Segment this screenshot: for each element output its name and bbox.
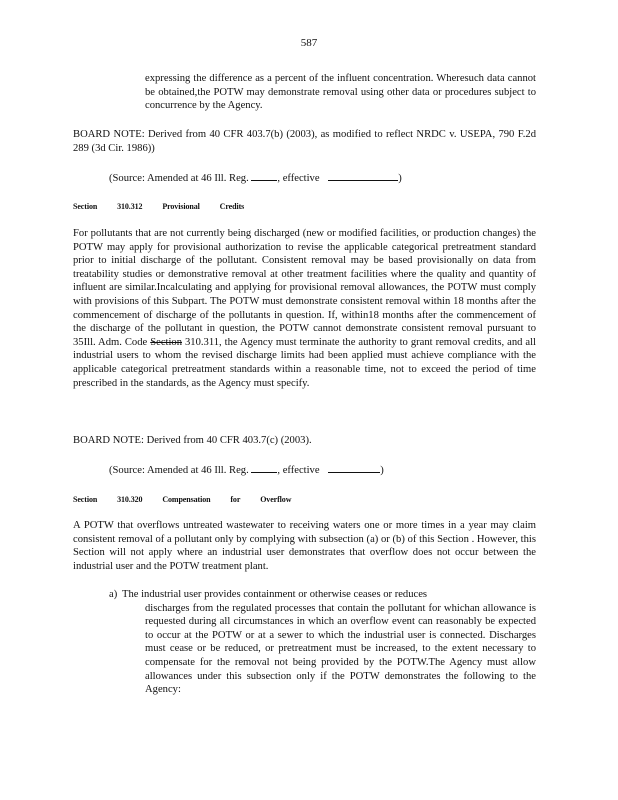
section-label: Section xyxy=(73,202,98,211)
section-310-312-heading xyxy=(73,200,262,214)
section-310-320-heading xyxy=(73,493,309,507)
section-310-312-body-part-2: 310.311, the Agency must terminate the authority to grant removal credits, and all industrial users to whom the revised discharge limits had been applied must achieve compliance with the applicable categorical pretreatment standards within a reasonable time, not to exceed the period of time prescribed in the standards, as the Agency must specify. xyxy=(73,336,536,389)
section-title-word-2: Credits xyxy=(219,202,245,211)
section-title-word-2: for xyxy=(230,495,241,504)
list-item-a-first-line: The industrial user provides containment or otherwise ceases or reduces xyxy=(122,589,428,600)
section-number: 310.312 xyxy=(117,202,143,211)
source-note-2-close: ) xyxy=(380,465,384,476)
source-note-1-close: ) xyxy=(398,173,402,184)
source-note-1-prefix: (Source: Amended at 46 Ill. Reg. xyxy=(109,173,249,184)
section-310-312-body-part-1: For pollutants that are not currently being discharged (new or modified facilities, or production changes) the POTW may apply for provisional authorization to revise the applicable categorical pretreatment standard prior to initial discharge of the pollutant. Consistent removal may be based provisionally on data from treatability studies or demonstrative removal at other treatment facilities where the quality and quantity of influent are similar.Incalculating and applying for provisional removal allowances, the POTW must comply with provisions of this Subpart. The POTW must demonstrate consistent removal within 18 months after the commencement of discharge of the pollutants in question. If, within18 months after the commencement of the discharge of the pollutant in question, the POTW cannot demonstrate consistent removal pursuant to 35Ill. Adm. Code xyxy=(73,228,536,348)
board-note-1: BOARD NOTE: Derived from 40 CFR 403.7(b) (2003), as modified to reflect NRDC v. USEPA, 790 F.2d 289 (3d Cir. 1986)) xyxy=(73,129,536,154)
section-310-312-body xyxy=(73,227,536,390)
struck-text: Section xyxy=(150,336,182,348)
source-note-2-effective: , effective xyxy=(277,465,320,476)
source-note-2-reg-blank xyxy=(251,462,277,473)
source-note-1-reg-blank xyxy=(251,170,277,181)
section-number: 310.320 xyxy=(117,495,143,504)
source-note-1-effective: , effective xyxy=(277,173,320,184)
source-note-2-date-blank xyxy=(328,462,380,473)
source-note-1 xyxy=(109,170,536,186)
source-note-2 xyxy=(109,462,536,478)
intro-paragraph: expressing the difference as a percent of the influent concentration. Wheresuch data cannot be obtained,the POTW may demonstrate removal using other data or procedures subject to concurrence by the Agency. xyxy=(145,73,536,112)
source-note-1-date-blank xyxy=(328,170,398,181)
section-310-320-body: A POTW that overflows untreated wastewater to receiving waters one or more times in a year may claim consistent removal of a pollutant only by complying with subsection (a) or (b) of this Section . However, this Section will not apply where an industrial user demonstrates that overflow does not occur between the industrial user and the POTW treatment plant. xyxy=(73,520,536,572)
section-title-word-1: Provisional xyxy=(162,202,200,211)
list-item-a xyxy=(109,588,536,697)
board-note-2: BOARD NOTE: Derived from 40 CFR 403.7(c) (2003). xyxy=(73,435,312,446)
section-label: Section xyxy=(73,495,98,504)
source-note-2-prefix: (Source: Amended at 46 Ill. Reg. xyxy=(109,465,249,476)
page-number: 587 xyxy=(300,37,318,49)
section-title-word-1: Compensation xyxy=(162,495,211,504)
section-title-word-3: Overflow xyxy=(260,495,292,504)
list-item-a-body: discharges from the regulated processes that contain the pollutant for whichan allowance is requested during all circumstances in which an overflow event can reasonably be expected to occur at the POTW or at a sewer to which the industrial user is connected. Discharges must cease or be reduced, or pretreatment must be increased, to the extent necessary to compensate for the removal not being provided by the POTW.The Agency must allow allowances under this subsection only if the POTW demonstrates the following to the Agency: xyxy=(145,602,536,696)
list-item-a-marker: a) xyxy=(109,589,118,600)
